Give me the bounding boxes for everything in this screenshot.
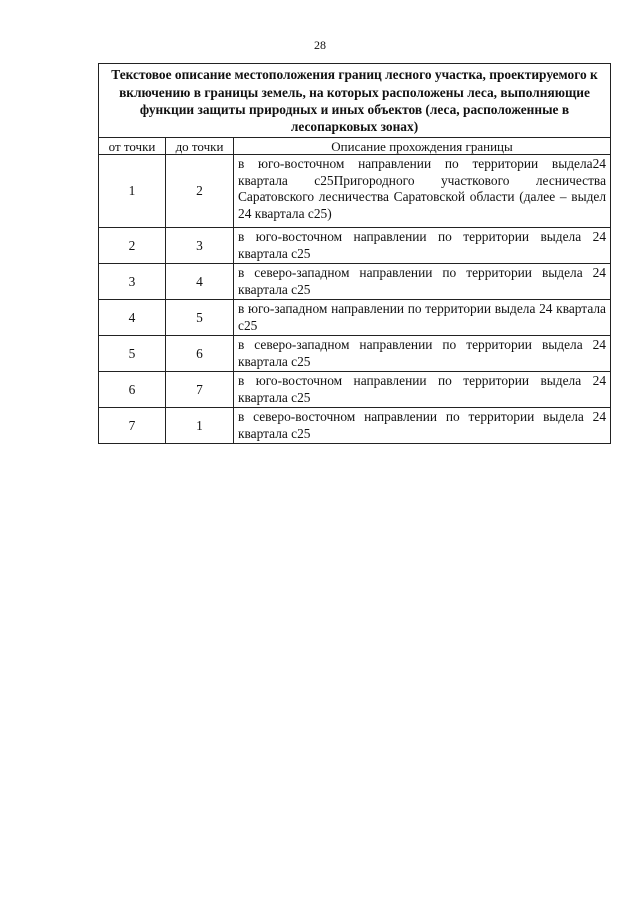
- header-from-point: от точки: [99, 138, 166, 155]
- description-cell: в северо-восточном направлении по территории выдела 24 квартала с25: [234, 408, 611, 444]
- table-title: Текстовое описание местоположения границ лесного участка, проектируемого к включению в границы земель, на которых расположены леса, выполняющие функции защиты природных и иных объектов (леса, расположенные в лесопарковых зонах): [99, 64, 611, 138]
- from-point-cell: 7: [99, 408, 166, 444]
- to-point-cell: 7: [166, 372, 234, 408]
- from-point-cell: 1: [99, 155, 166, 228]
- to-point-cell: 1: [166, 408, 234, 444]
- description-cell: в северо-западном направлении по территории выдела 24 квартала с25: [234, 264, 611, 300]
- table-row: [99, 300, 611, 336]
- from-point-cell: 5: [99, 336, 166, 372]
- description-cell: в юго-восточном направлении по территории выдела 24 квартала с25: [234, 372, 611, 408]
- table-row: [99, 264, 611, 300]
- table-title-row: [99, 64, 611, 138]
- description-cell: в северо-западном направлении по территории выдела 24 квартала с25: [234, 336, 611, 372]
- from-point-cell: 4: [99, 300, 166, 336]
- table-row: [99, 155, 611, 228]
- header-description: Описание прохождения границы: [234, 138, 611, 155]
- page-number: 28: [314, 38, 326, 52]
- from-point-cell: 2: [99, 228, 166, 264]
- to-point-cell: 3: [166, 228, 234, 264]
- description-cell: в юго-восточном направлении по территории выдела 24 квартала с25: [234, 228, 611, 264]
- to-point-cell: 5: [166, 300, 234, 336]
- table-row: [99, 228, 611, 264]
- to-point-cell: 6: [166, 336, 234, 372]
- table-header-row: [99, 138, 611, 155]
- description-cell: в юго-восточном направлении по территории выдела24 квартала с25Пригородного участкового лесничества Саратовского лесничества Саратовской области (далее – выдел 24 квартала с25): [234, 155, 611, 228]
- table-row: [99, 336, 611, 372]
- description-cell: в юго-западном направлении по территории выдела 24 квартала с25: [234, 300, 611, 336]
- boundary-description-table: [98, 63, 611, 444]
- header-to-point: до точки: [166, 138, 234, 155]
- from-point-cell: 6: [99, 372, 166, 408]
- table-row: [99, 372, 611, 408]
- to-point-cell: 4: [166, 264, 234, 300]
- table-row: [99, 408, 611, 444]
- to-point-cell: 2: [166, 155, 234, 228]
- from-point-cell: 3: [99, 264, 166, 300]
